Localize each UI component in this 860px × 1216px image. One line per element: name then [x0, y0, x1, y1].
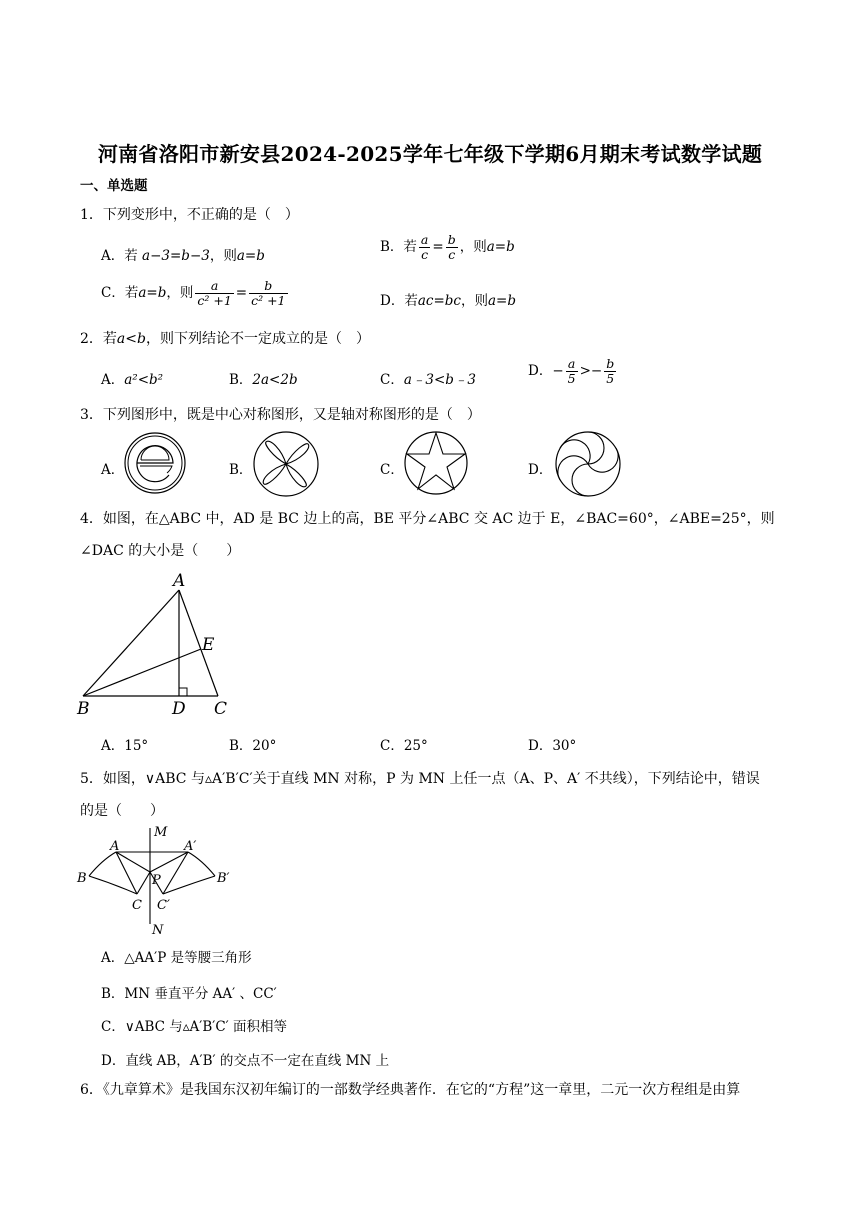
frac-den: 5 [606, 371, 615, 386]
frac-num: b [447, 232, 456, 247]
q2-c-expr: a﹣3<b﹣3 [403, 372, 477, 388]
q2-c-label: C． [380, 372, 404, 388]
q1-d-res: a=b [487, 293, 516, 309]
q2-a-label: A． [101, 372, 125, 388]
section-heading: 一、单选题 [80, 178, 148, 194]
q5-label-c: C [132, 898, 142, 913]
q4-label-e: E [202, 635, 215, 655]
q1-option-b [380, 233, 515, 262]
q5-label-a-prime: A′ [184, 839, 197, 854]
question-1-stem: 1．下列变形中，不正确的是（ ） [80, 207, 299, 223]
q3-figure-c [403, 430, 469, 496]
q2-b-label: B． [229, 372, 253, 388]
q4-option-b: B．20° [229, 738, 277, 754]
q5-label-b-prime: B′ [217, 871, 230, 886]
q1-c-label: C．若 [101, 285, 139, 301]
question-5-line1: 5．如图，∨ABC 与▵A′B′C′关于直线 MN 对称，P 为 MN 上任一点（A、P、A′ 不共线），下列结论中，错误 [80, 771, 760, 787]
q5-option-d: D．直线 AB，A′B′ 的交点不一定在直线 MN 上 [101, 1053, 390, 1069]
q2-option-d [528, 357, 618, 386]
q4-option-a: A．15° [101, 738, 149, 754]
q3-figure-b [252, 430, 320, 498]
q1-b-frac2 [446, 233, 458, 262]
q5-label-b: B [77, 871, 87, 886]
q1-option-d [380, 289, 516, 309]
q5-label-m: M [154, 825, 168, 840]
q1-option-a [101, 244, 265, 264]
frac-den: c² +1 [251, 293, 286, 308]
frac-num: b [249, 279, 287, 294]
q1-d-cond: ac=bc [417, 293, 461, 309]
q4-option-c: C．25° [380, 738, 428, 754]
frac-num: a [195, 279, 233, 294]
q4-label-a: A [173, 571, 186, 591]
q3-label-d: D． [528, 462, 553, 478]
q2-b-expr: 2a<2b [252, 372, 298, 388]
q1-c-mid: ，则 [166, 285, 194, 301]
q1-a-expr: a−3=b−3 [142, 248, 210, 264]
q1-b-label: B．若 [380, 239, 417, 255]
q2-option-a [101, 368, 163, 388]
question-5-line2: 的是（ ） [80, 803, 164, 819]
q1-c-cond: a=b [138, 285, 167, 301]
question-6-line1: 6．《九章算术》是我国东汉初年编订的一部数学经典著作．在它的“方程”这一章里，二元一次方程组是由算 [80, 1082, 741, 1098]
question-2-stem [80, 328, 370, 348]
q1-a-label: A．若 [101, 248, 138, 264]
q2-a-expr: a²<b² [124, 372, 164, 388]
q1-b-mid: ，则 [459, 239, 487, 255]
q2-option-b [229, 368, 298, 388]
q2-d-frac2 [604, 357, 616, 386]
q2-stem-post: ，则下列结论不一定成立的是（ ） [145, 331, 370, 347]
q3-label-a: A． [101, 462, 125, 478]
q4-label-c: C [214, 699, 228, 719]
q1-d-label: D．若 [380, 293, 418, 309]
frac-num: a [420, 232, 429, 247]
q2-d-frac1 [566, 357, 578, 386]
q2-stem-cond: a<b [116, 331, 146, 347]
q4-label-d: D [172, 699, 186, 719]
q5-symmetry-figure [76, 824, 246, 936]
frac-den: c [448, 247, 456, 262]
q1-a-mid: ，则 [209, 248, 237, 264]
q3-label-c: C． [380, 462, 404, 478]
question-4-line2: ∠DAC 的大小是（ ） [80, 543, 241, 559]
q1-option-c [101, 279, 290, 308]
q1-b-res: a=b [486, 239, 515, 255]
q5-label-n: N [152, 923, 164, 938]
q5-label-p: P [152, 873, 161, 888]
q5-option-c: C．∨ABC 与▵A′B′C′ 面积相等 [101, 1019, 288, 1035]
q5-option-a: A．△AA′P 是等腰三角形 [101, 950, 252, 966]
q4-option-d: D．30° [528, 738, 577, 754]
q2-d-minus2: − [590, 363, 603, 379]
q3-figure-d [554, 430, 622, 498]
q1-b-eq: = [432, 239, 444, 255]
q1-c-frac2 [249, 279, 287, 308]
q2-d-minus1: − [552, 363, 564, 379]
q2-option-c [380, 368, 476, 388]
frac-den: 5 [567, 371, 576, 386]
q5-label-a: A [110, 839, 120, 854]
q1-c-eq: = [235, 285, 248, 301]
q1-c-frac1 [195, 279, 233, 308]
q1-b-frac1 [419, 233, 430, 262]
q2-stem-pre: 2．若 [80, 331, 117, 347]
frac-num: b [606, 356, 615, 371]
frac-num: a [566, 357, 578, 372]
q1-d-mid: ，则 [460, 293, 488, 309]
frac-den: c² +1 [197, 293, 232, 308]
q4-triangle-figure [76, 570, 236, 720]
q3-label-b: B． [229, 462, 253, 478]
q2-d-label: D． [528, 363, 553, 379]
question-4-line1: 4．如图，在△ABC 中，AD 是 BC 边上的高，BE 平分∠ABC 交 AC 边于 E，∠BAC=60°，∠ABE=25°，则 [80, 511, 775, 527]
frac-den: c [421, 247, 429, 262]
q4-label-b: B [77, 699, 90, 719]
q5-option-b: B．MN 垂直平分 AA′ 、CC′ [101, 986, 277, 1002]
page-title: 河南省洛阳市新安县2024-2025学年七年级下学期6月期末考试数学试题 [97, 142, 763, 166]
q3-figure-a [123, 431, 187, 495]
q1-a-res: a=b [236, 248, 265, 264]
q5-label-c-prime: C′ [157, 898, 170, 913]
question-3-stem: 3．下列图形中，既是中心对称图形，又是轴对称图形的是（ ） [80, 407, 481, 423]
q2-d-gt: > [579, 363, 591, 379]
